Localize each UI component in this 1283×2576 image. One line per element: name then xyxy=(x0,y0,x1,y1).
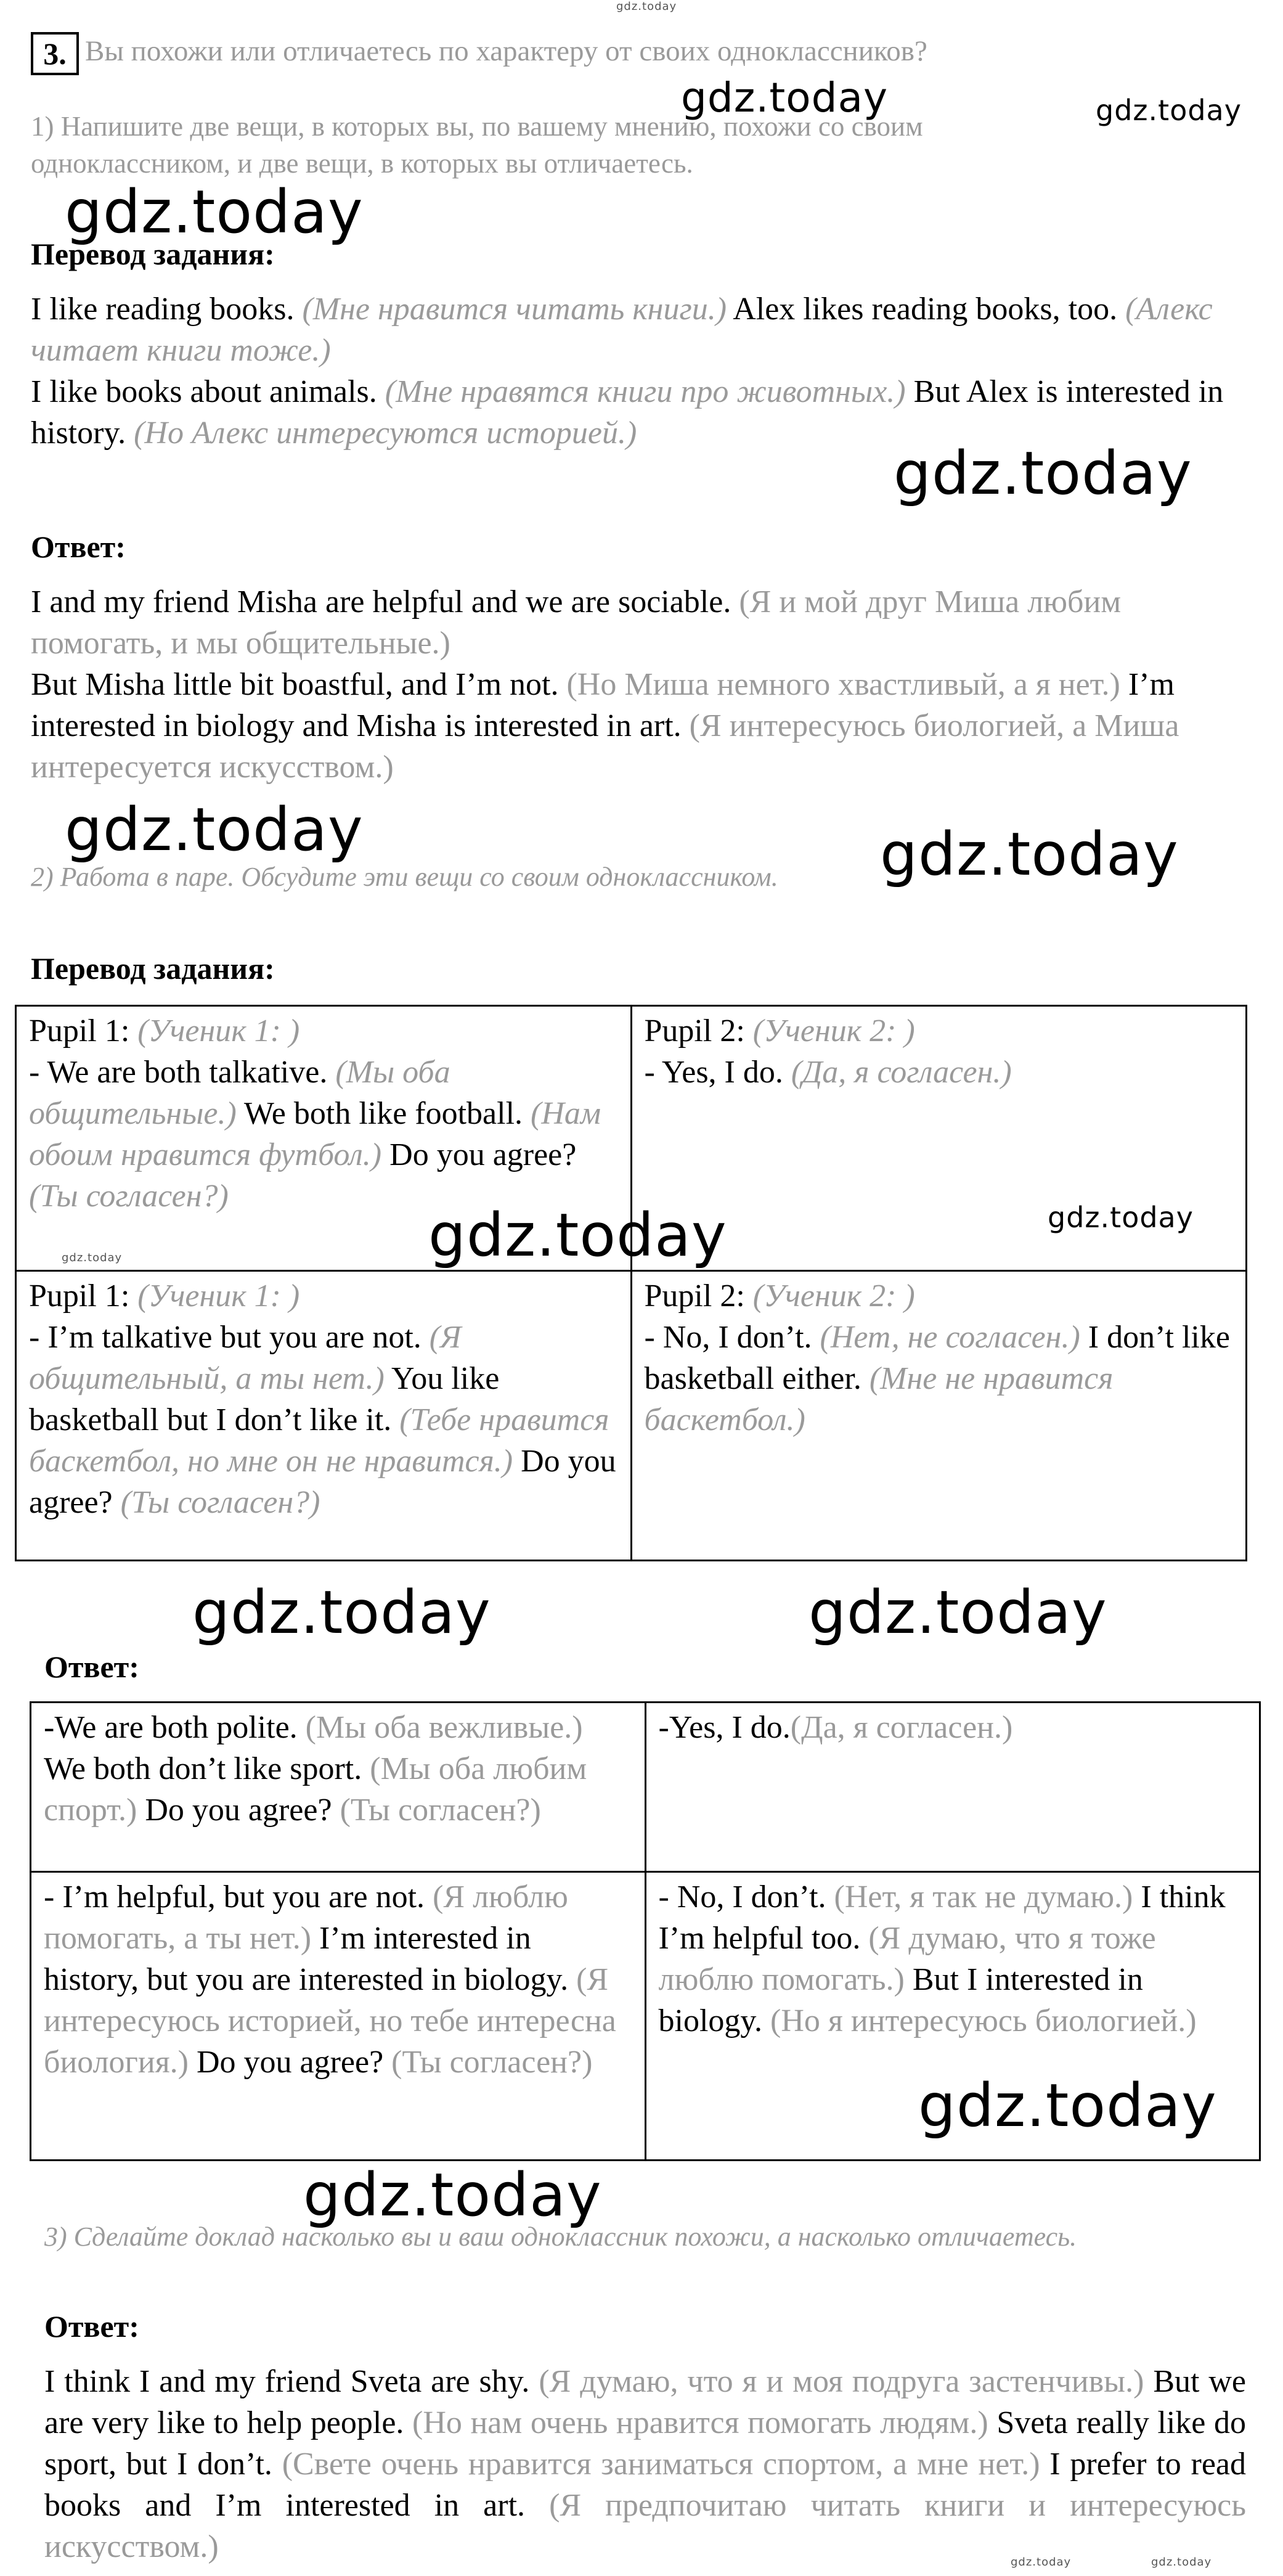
watermark: gdz.today xyxy=(1048,1201,1194,1234)
watermark: gdz.today xyxy=(1096,94,1242,127)
part2-answer-heading: Ответ: xyxy=(44,1650,139,1684)
translation-text: (Ты согласен?) xyxy=(29,1179,229,1214)
watermark: gdz.today xyxy=(880,820,1179,889)
english-text: But Alex is interested in history. xyxy=(31,374,1224,451)
watermark: gdz.today xyxy=(62,1251,123,1264)
watermark: gdz.today xyxy=(65,178,364,247)
translation-text: (Да, я согласен.) xyxy=(790,1710,1013,1745)
part2-instruction: 2) Работа в паре. Обсудите эти вещи со своим одноклассником. xyxy=(31,862,778,892)
watermark: gdz.today xyxy=(428,1201,727,1270)
english-text: But we are very like to help people. xyxy=(44,2364,1247,2440)
english-text: Do you agree? xyxy=(29,1444,616,1520)
english-text: Pupil 2: xyxy=(644,1278,753,1314)
english-text: But I interested in biology. xyxy=(658,1962,1143,2038)
table-cell xyxy=(31,1703,646,1872)
translation-text: (Мы оба вежливые.) xyxy=(305,1710,583,1745)
translation-text: (Я люблю помогать, а ты нет.) xyxy=(44,1879,568,1956)
translation-text: (Ученик 1: ) xyxy=(137,1013,300,1049)
translation-text: (Но Миша немного хвастливый, а я нет.) xyxy=(566,667,1120,702)
translation-text: (Ты согласен?) xyxy=(391,2045,593,2080)
translation-text: (Мне нравится читать книги.) xyxy=(302,292,727,327)
english-text: -Yes, I do. xyxy=(658,1710,791,1745)
watermark: gdz.today xyxy=(681,74,889,121)
english-text: Do you agree? xyxy=(381,1137,577,1172)
task-title: Вы похожи или отличаетесь по характеру от своих одноклассников? xyxy=(85,35,927,67)
english-text: Do you agree? xyxy=(137,1793,340,1828)
translation-table xyxy=(15,1005,1247,1561)
translation-text: (Да, я согласен.) xyxy=(791,1055,1012,1090)
translation-text: (Мне нравятся книги про животных.) xyxy=(385,374,906,409)
translation-text: (Я думаю, что я и моя подруга застенчивы.) xyxy=(539,2364,1144,2399)
table-cell xyxy=(645,1703,1260,1872)
translation-text: (Нам обоим нравится футбол.) xyxy=(29,1096,601,1172)
translation-text: (Я предпочитаю читать книги и интересуюсь искусством.) xyxy=(44,2488,1246,2564)
english-text: I don’t like basketball either. xyxy=(644,1320,1230,1396)
part3-answer-heading: Ответ: xyxy=(44,2309,139,2344)
translation-text: (Ты согласен?) xyxy=(120,1485,320,1520)
english-text: I like books about animals. xyxy=(31,374,385,409)
part2-translation-heading: Перевод задания: xyxy=(31,951,275,986)
table-cell xyxy=(31,1872,646,2161)
english-text: - I’m helpful, but you are not. xyxy=(44,1879,433,1915)
top-watermark: gdz.today xyxy=(616,0,677,13)
english-text: I’m interested in biology and Misha is interested in art. xyxy=(31,667,1175,743)
english-text: Do you agree? xyxy=(188,2045,392,2080)
english-text: - I’m talkative but you are not. xyxy=(29,1320,430,1355)
english-text: I think I’m helpful too. xyxy=(658,1879,1226,1956)
english-text: Alex likes reading books, too. xyxy=(727,292,1126,327)
translation-text: (Нет, не согласен.) xyxy=(820,1320,1080,1355)
translation-text: (Но нам очень нравится помогать людям.) xyxy=(412,2405,988,2440)
english-text: Sveta really like do sport, but I don’t. xyxy=(44,2405,1246,2482)
part1-answer xyxy=(31,581,1239,788)
translation-text: (Нет, я так не думаю.) xyxy=(834,1879,1133,1915)
english-text: I and my friend Misha are helpful and we are sociable. xyxy=(31,584,739,619)
part1-translation-heading: Перевод задания: xyxy=(31,237,275,271)
english-text: - No, I don’t. xyxy=(658,1879,834,1915)
translation-text: (Мы оба общительные.) xyxy=(29,1055,450,1131)
table-cell xyxy=(631,1271,1247,1561)
english-text: - Yes, I do. xyxy=(644,1055,791,1090)
translation-text: (Ученик 2: ) xyxy=(752,1013,915,1049)
english-text: Pupil 2: xyxy=(644,1013,753,1049)
translation-text: (Я интересуюсь биологией, а Миша интересуется искусством.) xyxy=(31,708,1179,785)
translation-text: (Мне не нравится баскетбол.) xyxy=(644,1361,1114,1437)
english-text: Pupil 1: xyxy=(29,1013,138,1049)
part1-translation xyxy=(31,288,1226,454)
part1-instruction: 1) Напишите две вещи, в которых вы, по вашему мнению, похожи со своим одноклассником, и две вещи, в которых вы отличаетесь. xyxy=(31,111,923,179)
english-text: But Misha little bit boastful, and I’m not. xyxy=(31,667,567,702)
english-text: - We are both talkative. xyxy=(29,1055,336,1090)
translation-text: (Ты согласен?) xyxy=(340,1793,541,1828)
english-text: - No, I don’t. xyxy=(644,1320,820,1355)
translation-text: (Я общительный, а ты нет.) xyxy=(29,1320,462,1396)
watermark: gdz.today xyxy=(894,439,1192,508)
part3-answer xyxy=(44,2361,1246,2567)
translation-text: (Ученик 1: ) xyxy=(137,1278,300,1314)
english-text: We both don’t like sport. xyxy=(44,1751,370,1786)
translation-text: (Я интересуюсь историей, но тебе интересна биология.) xyxy=(44,1962,616,2080)
watermark: gdz.today xyxy=(1151,2556,1212,2569)
translation-text: (Алекс читает книги тоже.) xyxy=(31,292,1213,368)
english-text: I like reading books. xyxy=(31,292,303,327)
english-text: I’m interested in history, but you are interested in biology. xyxy=(44,1921,577,1997)
translation-text: (Но я интересуюсь биологией.) xyxy=(770,2003,1197,2038)
translation-text: (Тебе нравится баскетбол, но мне он не нравится.) xyxy=(29,1402,609,1479)
translation-text: (Ученик 2: ) xyxy=(752,1278,915,1314)
english-text: -We are both polite. xyxy=(44,1710,306,1745)
task-number: 3. xyxy=(31,32,79,75)
translation-text: (Свете очень нравится заниматься спортом, а мне нет.) xyxy=(282,2447,1040,2482)
watermark: gdz.today xyxy=(808,1578,1107,1647)
part3-instruction: 3) Сделайте доклад насколько вы и ваш одноклассник похожи, а насколько отличаетесь. xyxy=(44,2222,1077,2252)
translation-text: (Я и мой друг Миша любим помогать, и мы общительные.) xyxy=(31,584,1122,661)
english-text: We both like football. xyxy=(236,1096,531,1131)
translation-text: (Но Алекс интересуются историей.) xyxy=(134,415,637,451)
part1-answer-heading: Ответ: xyxy=(31,530,126,564)
english-text: I prefer to read books and I’m interested in art. xyxy=(44,2447,1246,2523)
english-text: You like basketball but I don’t like it. xyxy=(29,1361,500,1437)
english-text: Pupil 1: xyxy=(29,1278,138,1314)
translation-text: (Я думаю, что я тоже люблю помогать.) xyxy=(658,1921,1156,1997)
watermark: gdz.today xyxy=(303,2161,602,2230)
watermark: gdz.today xyxy=(65,795,364,864)
watermark: gdz.today xyxy=(918,2071,1217,2140)
watermark: gdz.today xyxy=(1011,2556,1072,2569)
translation-text: (Мы оба любим спорт.) xyxy=(44,1751,587,1828)
watermark: gdz.today xyxy=(192,1578,491,1647)
english-text: I think I and my friend Sveta are shy. xyxy=(44,2364,539,2399)
table-cell xyxy=(16,1271,632,1561)
